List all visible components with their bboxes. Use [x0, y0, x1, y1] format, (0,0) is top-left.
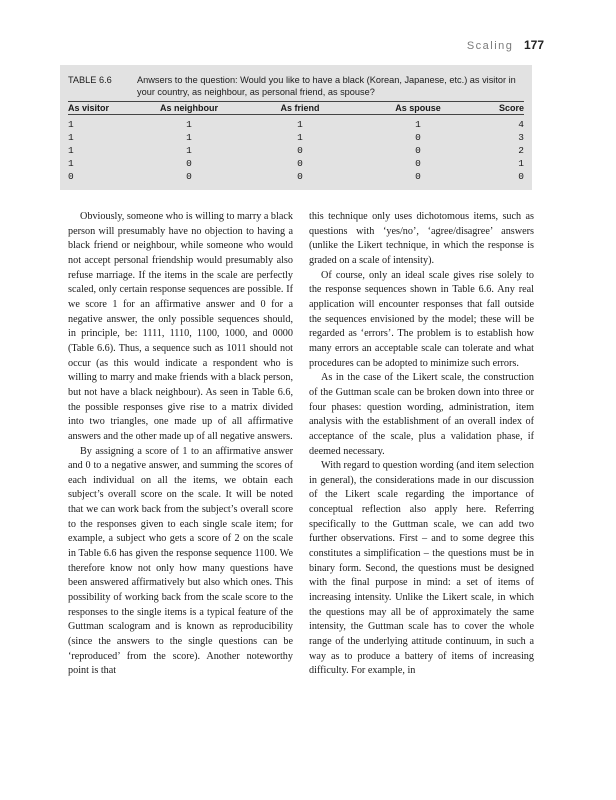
table-row: [68, 157, 524, 170]
table-cell: 0: [415, 132, 421, 143]
table-cell: 2: [518, 145, 524, 156]
body-paragraph: As in the case of the Likert scale, the construction of the Guttman scale can be broken down into three or four phases: question wording, administration, item analysis with the establishment of an overall index of acceptance of the scale, plus a validation phase, if deemed necessary.: [309, 372, 534, 457]
table-header-row: [68, 101, 524, 115]
table-cell: 4: [518, 119, 524, 130]
table-cell: 1: [186, 145, 192, 156]
table-cell: 0: [297, 158, 303, 169]
running-head-title: Scaling: [466, 40, 514, 52]
table-cell: 3: [518, 132, 524, 143]
left-column: [68, 210, 293, 679]
table-cell: 1: [68, 119, 74, 130]
table-label: TABLE 6.6: [68, 75, 112, 85]
table-cell: 1: [186, 132, 192, 143]
right-column: [309, 210, 534, 679]
table-cell: 1: [186, 119, 192, 130]
body-paragraph: Of course, only an ideal scale gives rise solely to the response sequences shown in Table 6.6. Any real application will encounter responses that fall outside the sequences envisioned by the model; these will be regarded as ‘errors’. The problem is to establish how many errors an acceptable scale can tolerate and what procedures can be adopted to minimize such errors.: [309, 269, 534, 369]
table-cell: 1: [415, 119, 421, 130]
table-cell: 0: [297, 171, 303, 182]
table-cell: 0: [186, 171, 192, 182]
table-cell: 0: [415, 145, 421, 156]
table-6-6: [60, 65, 532, 190]
body-paragraph: this technique only uses dichotomous items, such as questions with ‘yes/no’, ‘agree/disagree’ answers (unlike the Likert technique, in which the response is graded on a scale of intensity).: [309, 211, 534, 266]
table-cell: 1: [297, 132, 303, 143]
table-cell: 1: [518, 158, 524, 169]
table-cell: 0: [186, 158, 192, 169]
body-paragraph: By assigning a score of 1 to an affirmative answer and 0 to a negative answer, and summing the scores of each individual on all the items, we obtain each subject’s overall score on the scale. It will be noted that we can work back from the subject’s overall score to the responses given to each single scale item; for example, a subject who gets a score of 2 on the scale in Table 6.6 has given the response sequence 1100. We therefore know not only how many questions have been answered affirmatively but also which ones. This possibility of working back from the scale score to the responses to the single items is a typical feature of the Guttman scalogram and is known as reproducibility (since the answers to the single questions can be ‘reproduced’ from the score). Another noteworthy point is that: [68, 445, 293, 677]
table-cell: 1: [68, 145, 74, 156]
table-cell: 1: [297, 119, 303, 130]
table-cell: 0: [415, 171, 421, 182]
table-header-cell: As spouse: [395, 103, 441, 113]
table-cell: 0: [297, 145, 303, 156]
table-row: [68, 170, 524, 183]
table-row: [68, 131, 524, 144]
table-caption-text: Anwsers to the question: Would you like to have a black (Korean, Japanese, etc.) as visitor in your country, as neighbour, as personal friend, as spouse?: [137, 75, 516, 97]
page-number: 177: [523, 38, 544, 52]
table-cell: 1: [68, 158, 74, 169]
table-row: [68, 118, 524, 131]
table-header-cell: As visitor: [68, 103, 110, 113]
table-header-cell: As neighbour: [160, 103, 218, 113]
body-paragraph: With regard to question wording (and item selection in general), the considerations made in our discussion of the Likert scale regarding the importance of conceptual reflection also apply here. Referring specifically to the Guttman scale, we can add two further observations. First – and to some degree this constitutes a simplification – the questions must be in binary form. Second, the questions must be designed with the final purpose in mind: a set of items of increasing intensity. Unlike the Likert scale, in which the questions may all be of approximately the same intensity, the Guttman scale has to cover the whole range of the underlying attitude continuum, in such a way as to produce a battery of items of increasing difficulty. For example, in: [309, 460, 534, 677]
table-cell: 0: [415, 158, 421, 169]
table-header-cell: As friend: [280, 103, 320, 113]
running-head: [467, 38, 544, 52]
table-cell: 0: [518, 171, 524, 182]
table-row: [68, 144, 524, 157]
table-cell: 1: [68, 132, 74, 143]
body-paragraph: Obviously, someone who is willing to marry a black person will presumably have no objection to having a black friend or neighbour, while someone who would not accept personal friendship would presumably also refuse marriage. If the items in the scale are perfectly scaled, only certain response sequences are possible. If we score 1 for an affirmative answer and 0 for a negative answer, the only possible sequences should, in principle, be: 1111, 1110, 1100, 1000, and 0000 (Table 6.6). Thus, a sequence such as 1011 should not occur (as this would indicate a respondent who is willing to marry and make friends with a black person, but not have a black neighbour). As seen in Table 6.6, the possible responses give rise to a matrix divided into two triangles, one made up of all affirmative answers and the other made up of all negative answers.: [68, 211, 293, 442]
table-body: [68, 101, 524, 183]
table-cell: 0: [68, 171, 74, 182]
table-header-cell: Score: [498, 103, 524, 113]
